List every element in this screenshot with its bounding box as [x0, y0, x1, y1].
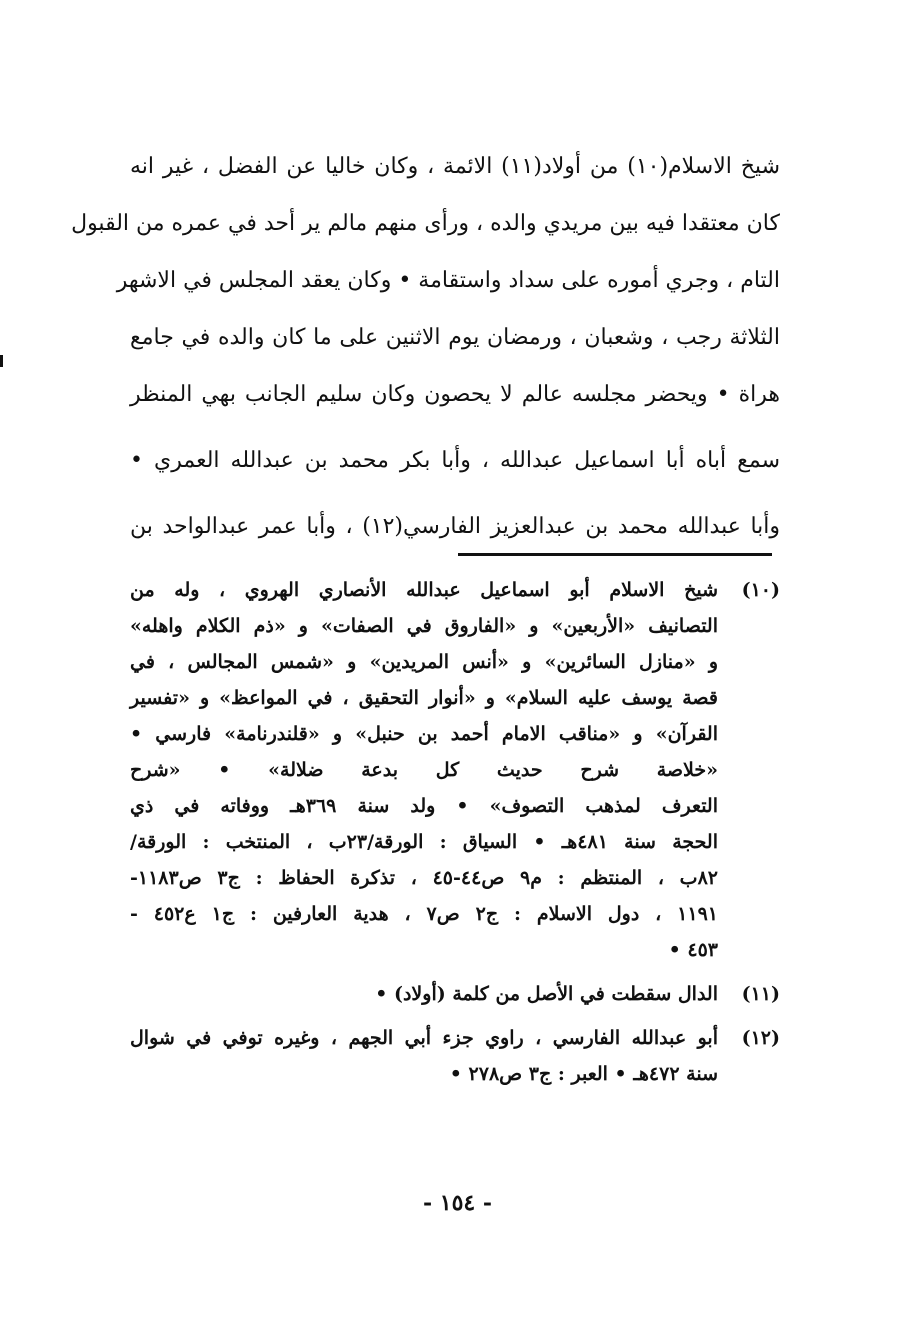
footnote-line: التعرف لمذهب التصوف» • ولد سنة ٣٦٩هـ ووفاته في ذي — [130, 795, 718, 817]
text-line: شيخ الاسلام(١٠) من أولاد(١١) الائمة ، وكان خاليا عن الفضل ، غير انه — [130, 154, 780, 179]
footnote-number: (١٢) — [741, 1027, 780, 1049]
text-line: كان معتقدا فيه بين مريدي والده ، ورأى منهم مالم ير أحد في عمره من القبول — [71, 211, 780, 236]
text-line: الثلاثة رجب ، وشعبان ، ورمضان يوم الاثنين على ما كان والده في جامع — [130, 325, 780, 350]
margin-mark — [0, 355, 3, 367]
main-text — [71, 138, 780, 555]
footnote-line: الحجة سنة ٤٨١هـ • السياق : الورقة/٢٣ب ، المنتخب : الورقة/ — [130, 831, 718, 853]
footnote-line: قصة يوسف عليه السلام» و «أنوار التحقيق ، في المواعظ» و «تفسير — [130, 687, 718, 709]
footnote-line: التصانيف «الأربعين» و «الفاروق في الصفات» و «ذم الكلام واهله» — [130, 615, 718, 637]
footnote-line: سنة ٤٧٢هـ • العبر : ج٣ ص٢٧٨ • — [449, 1063, 718, 1085]
text-line: هراة • ويحضر مجلسه عالم لا يحصون وكان سليم الجانب بهي المنظر — [130, 382, 780, 407]
footnote-line: شيخ الاسلام أبو اسماعيل عبدالله الأنصاري الهروي ، وله من — [130, 579, 718, 601]
footnote-line: القرآن» و «مناقب الامام أحمد بن حنبل» و «قلندرنامة» فارسي • — [130, 723, 718, 745]
footnote-line: أبو عبدالله الفارسي ، راوي جزء أبي الجهم ، وغيره توفي في شوال — [130, 1027, 718, 1049]
footnote-line: و «منازل السائرين» و «أنس المريدين» و «شمس المجالس ، في — [130, 651, 718, 673]
footnote-line: «خلاصة شرح حديث كل بدعة ضلالة» • «شرح — [130, 759, 718, 781]
footnotes — [130, 572, 780, 1092]
footnote-line: ١١٩١ ، دول الاسلام : ج٢ ص٧ ، هدية العارفين : ج١ ع٤٥٢ - — [130, 903, 718, 925]
footnote-12 — [130, 1020, 780, 1092]
footnote-line: ٤٥٣ • — [668, 939, 718, 961]
footnote-10 — [130, 572, 780, 968]
text-line: التام ، وجري أموره على سداد واستقامة • وكان يعقد المجلس في الاشهر — [116, 268, 780, 293]
footnote-line: الدال سقطت في الأصل من كلمة (أولاد) • — [375, 983, 718, 1005]
footnote-11 — [130, 976, 780, 1012]
footnote-number: (١١) — [741, 983, 780, 1005]
page-number: - ١٥٤ - — [422, 1190, 493, 1216]
footnote-line: ٨٢ب ، المنتظم : م٩ ص٤٤-٤٥ ، تذكرة الحفاظ : ج٣ ص١١٨٣- — [130, 867, 718, 889]
footnote-number: (١٠) — [741, 579, 780, 601]
text-line: سمع أباه أبا اسماعيل عبدالله ، وأبا بكر محمد بن عبدالله العمري • — [130, 448, 780, 473]
footnote-divider — [458, 553, 772, 556]
text-line: وأبا عبدالله محمد بن عبدالعزيز الفارسي(١٢) ، وأبا عمر عبدالواحد بن — [130, 514, 780, 539]
